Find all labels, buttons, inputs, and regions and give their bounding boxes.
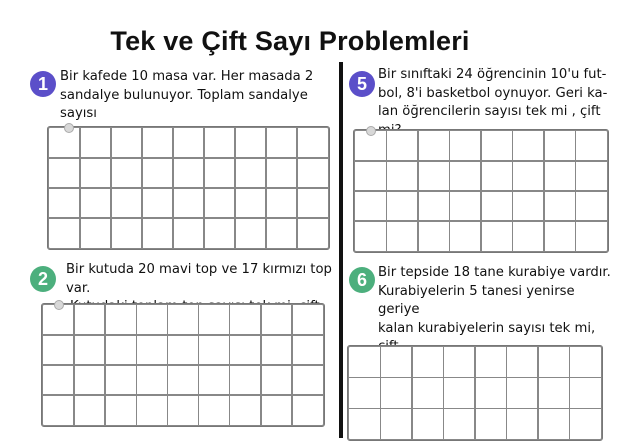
- grid-cell[interactable]: [543, 190, 576, 222]
- problem-5-badge: 5: [349, 71, 375, 97]
- grid-clip-icon: [64, 123, 74, 133]
- grid-cell[interactable]: [480, 160, 513, 192]
- grid-cell[interactable]: [48, 127, 81, 159]
- grid-cell[interactable]: [79, 127, 112, 159]
- grid-cell[interactable]: [291, 394, 324, 426]
- grid-cell[interactable]: [537, 346, 570, 378]
- grid-cell[interactable]: [172, 127, 205, 159]
- grid-cell[interactable]: [79, 157, 112, 189]
- problem-1-badge: 1: [30, 71, 56, 97]
- grid-cell[interactable]: [575, 160, 608, 192]
- grid-cell[interactable]: [569, 377, 602, 409]
- grid-cell[interactable]: [110, 217, 143, 249]
- grid-cell[interactable]: [265, 127, 298, 159]
- grid-cell[interactable]: [380, 346, 413, 378]
- grid-cell[interactable]: [141, 187, 174, 219]
- grid-cell[interactable]: [537, 408, 570, 440]
- grid-cell[interactable]: [474, 346, 507, 378]
- grid-cell[interactable]: [296, 187, 329, 219]
- grid-cell[interactable]: [110, 127, 143, 159]
- grid-cell[interactable]: [417, 220, 450, 252]
- grid-cell[interactable]: [417, 130, 450, 162]
- grid-cell[interactable]: [104, 304, 137, 336]
- grid-cell[interactable]: [203, 157, 236, 189]
- grid-cell[interactable]: [575, 130, 608, 162]
- page-title: Tek ve Çift Sayı Problemleri: [110, 26, 470, 56]
- grid-cell[interactable]: [291, 304, 324, 336]
- grid-cell[interactable]: [172, 157, 205, 189]
- grid-cell[interactable]: [260, 394, 293, 426]
- grid-cell[interactable]: [575, 190, 608, 222]
- grid-cell[interactable]: [110, 157, 143, 189]
- grid-cell[interactable]: [42, 364, 75, 396]
- grid-cell[interactable]: [569, 408, 602, 440]
- grid-clip-icon: [54, 300, 64, 310]
- grid-cell[interactable]: [386, 190, 419, 222]
- grid-cell[interactable]: [234, 187, 267, 219]
- grid-cell[interactable]: [167, 394, 200, 426]
- grid-cell[interactable]: [48, 157, 81, 189]
- grid-cell[interactable]: [449, 130, 482, 162]
- problem-2-line: Bir kutuda 20 mavi top ve 17 kırmızı top var.: [66, 262, 332, 296]
- grid-cell[interactable]: [172, 217, 205, 249]
- grid-cell[interactable]: [198, 334, 231, 366]
- grid-cell[interactable]: [104, 334, 137, 366]
- grid-cell[interactable]: [296, 127, 329, 159]
- grid-cell[interactable]: [354, 220, 387, 252]
- grid-cell[interactable]: [141, 157, 174, 189]
- grid-cell[interactable]: [296, 217, 329, 249]
- grid-cell[interactable]: [291, 334, 324, 366]
- grid-cell[interactable]: [229, 304, 262, 336]
- grid-cell[interactable]: [203, 187, 236, 219]
- problem-6-line: kalan kurabiyelerin sayısı tek mi,: [378, 320, 596, 336]
- answer-grid-1[interactable]: [47, 126, 330, 250]
- grid-cell[interactable]: [386, 160, 419, 192]
- grid-cell[interactable]: [167, 334, 200, 366]
- grid-cell[interactable]: [543, 160, 576, 192]
- grid-cell[interactable]: [474, 377, 507, 409]
- problem-6-line: Bir tepside 18 tane kurabiye vardır.: [378, 265, 611, 280]
- grid-cell[interactable]: [512, 190, 545, 222]
- grid-cell[interactable]: [265, 187, 298, 219]
- grid-cell[interactable]: [136, 394, 169, 426]
- grid-cell[interactable]: [198, 394, 231, 426]
- grid-cell[interactable]: [141, 217, 174, 249]
- grid-cell[interactable]: [348, 408, 381, 440]
- grid-cell[interactable]: [449, 160, 482, 192]
- problem-1-line: sandalye bulunuyor. Toplam sandalye sayısı: [60, 87, 308, 121]
- problem-5-line: lan öğrencilerin sayısı tek mi , çift: [378, 104, 601, 119]
- grid-cell[interactable]: [569, 346, 602, 378]
- grid-cell[interactable]: [512, 130, 545, 162]
- grid-cell[interactable]: [575, 220, 608, 252]
- grid-cell[interactable]: [543, 220, 576, 252]
- grid-cell[interactable]: [291, 364, 324, 396]
- grid-cell[interactable]: [104, 394, 137, 426]
- grid-cell[interactable]: [354, 160, 387, 192]
- grid-cell[interactable]: [136, 304, 169, 336]
- grid-cell[interactable]: [354, 190, 387, 222]
- grid-cell[interactable]: [506, 377, 539, 409]
- grid-cell[interactable]: [73, 334, 106, 366]
- grid-cell[interactable]: [265, 157, 298, 189]
- grid-cell[interactable]: [380, 377, 413, 409]
- grid-cell[interactable]: [229, 334, 262, 366]
- grid-cell[interactable]: [234, 157, 267, 189]
- grid-cell[interactable]: [229, 394, 262, 426]
- grid-cell[interactable]: [79, 187, 112, 219]
- grid-cell[interactable]: [480, 220, 513, 252]
- grid-cell[interactable]: [265, 217, 298, 249]
- grid-cell[interactable]: [480, 130, 513, 162]
- grid-cell[interactable]: [380, 408, 413, 440]
- problem-6-line: Kurabiyelerin 5 tanesi yenirse geriye: [378, 283, 575, 317]
- answer-grid-5[interactable]: [353, 129, 609, 253]
- grid-cell[interactable]: [512, 160, 545, 192]
- grid-cell[interactable]: [417, 160, 450, 192]
- grid-cell[interactable]: [48, 187, 81, 219]
- problem-5-line: bol, 8'i basketbol oynuyor. Geri ka-: [378, 85, 608, 101]
- grid-cell[interactable]: [172, 187, 205, 219]
- grid-cell[interactable]: [411, 408, 444, 440]
- grid-cell[interactable]: [136, 334, 169, 366]
- grid-cell[interactable]: [348, 377, 381, 409]
- grid-cell[interactable]: [229, 364, 262, 396]
- grid-cell[interactable]: [443, 408, 476, 440]
- grid-cell[interactable]: [449, 220, 482, 252]
- grid-cell[interactable]: [110, 187, 143, 219]
- grid-cell[interactable]: [234, 217, 267, 249]
- grid-cell[interactable]: [198, 304, 231, 336]
- grid-cell[interactable]: [167, 364, 200, 396]
- grid-cell[interactable]: [506, 408, 539, 440]
- grid-cell[interactable]: [73, 394, 106, 426]
- grid-cell[interactable]: [260, 364, 293, 396]
- grid-cell[interactable]: [386, 220, 419, 252]
- grid-cell[interactable]: [449, 190, 482, 222]
- grid-cell[interactable]: [480, 190, 513, 222]
- grid-cell[interactable]: [296, 157, 329, 189]
- grid-cell[interactable]: [48, 217, 81, 249]
- grid-cell[interactable]: [136, 364, 169, 396]
- grid-cell[interactable]: [260, 304, 293, 336]
- answer-grid-2[interactable]: [41, 303, 325, 427]
- problem-5-line: Bir sınıftaki 24 öğrencinin 10'u fut-: [378, 67, 607, 82]
- grid-cell[interactable]: [411, 377, 444, 409]
- grid-cell[interactable]: [543, 130, 576, 162]
- grid-cell[interactable]: [203, 217, 236, 249]
- grid-cell[interactable]: [506, 346, 539, 378]
- grid-cell[interactable]: [443, 346, 476, 378]
- answer-grid-6[interactable]: [347, 345, 603, 441]
- grid-cell[interactable]: [537, 377, 570, 409]
- grid-cell[interactable]: [234, 127, 267, 159]
- grid-cell[interactable]: [474, 408, 507, 440]
- grid-cell[interactable]: [417, 190, 450, 222]
- grid-cell[interactable]: [42, 394, 75, 426]
- grid-cell[interactable]: [42, 334, 75, 366]
- grid-cell[interactable]: [198, 364, 231, 396]
- grid-cell[interactable]: [73, 364, 106, 396]
- grid-cell[interactable]: [203, 127, 236, 159]
- grid-cell[interactable]: [73, 304, 106, 336]
- grid-cell[interactable]: [104, 364, 137, 396]
- grid-cell[interactable]: [167, 304, 200, 336]
- grid-cell[interactable]: [386, 130, 419, 162]
- grid-cell[interactable]: [260, 334, 293, 366]
- grid-clip-icon: [366, 126, 376, 136]
- grid-cell[interactable]: [141, 127, 174, 159]
- grid-cell[interactable]: [348, 346, 381, 378]
- grid-cell[interactable]: [79, 217, 112, 249]
- problem-2-badge: 2: [30, 266, 56, 292]
- column-divider: [339, 62, 343, 438]
- grid-cell[interactable]: [443, 377, 476, 409]
- grid-cell[interactable]: [411, 346, 444, 378]
- problem-1-line: Bir kafede 10 masa var. Her masada 2: [60, 69, 314, 84]
- grid-cell[interactable]: [512, 220, 545, 252]
- problem-6-badge: 6: [349, 267, 375, 293]
